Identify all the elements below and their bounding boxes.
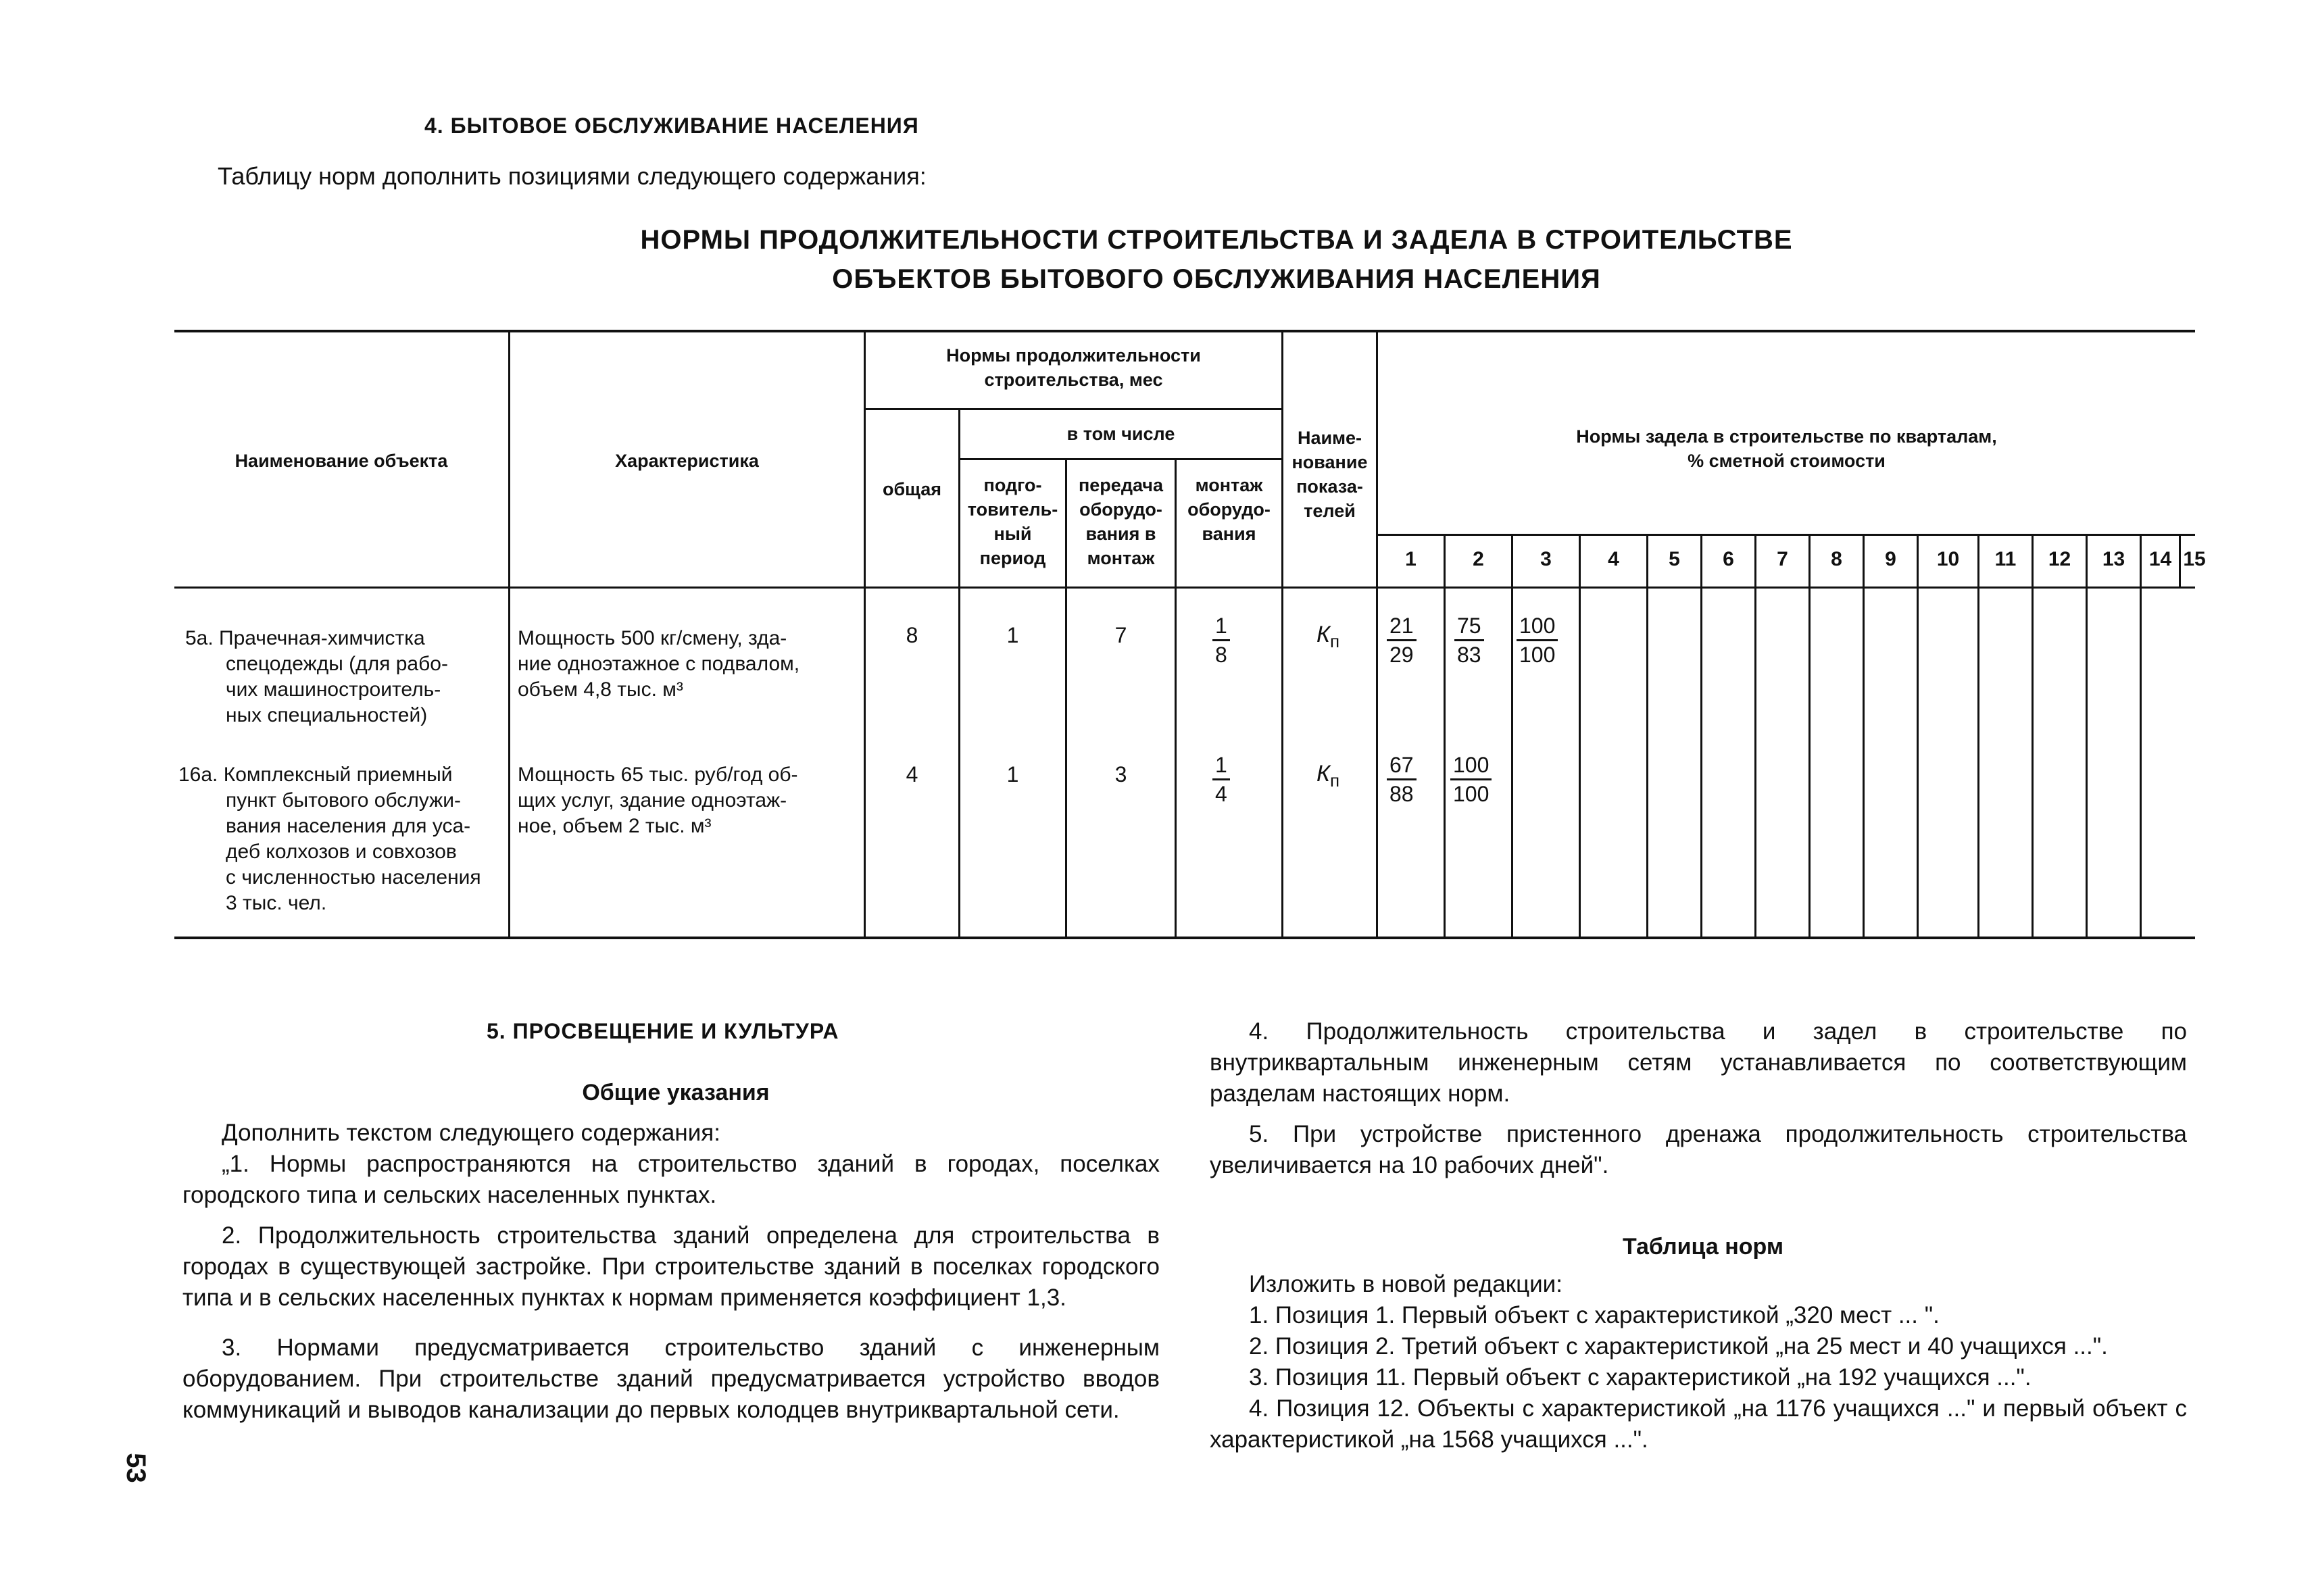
quarter-label: 6 bbox=[1723, 548, 1734, 570]
section-5-right-text bbox=[1210, 1016, 2187, 1191]
row-1-q2-num: 75 bbox=[1457, 614, 1481, 638]
redaction-lead: Изложить в новой редакции: bbox=[1249, 1271, 1562, 1297]
redaction-item-3: 3. Позиция 11. Первый объект с характеристикой „на 192 учащихся ...". bbox=[1249, 1364, 2032, 1391]
row-2-char-l1: Мощность 65 тыс. руб/год об- bbox=[518, 764, 798, 786]
table-title-line-2: ОБЪЕКТОВ БЫТОВОГО ОБСЛУЖИВАНИЯ НАСЕЛЕНИЯ bbox=[832, 264, 1601, 294]
header-prep-l3: ный bbox=[993, 524, 1032, 544]
header-object-name: Наименование объекта bbox=[235, 451, 448, 471]
header-duration-line1: Нормы продолжительности bbox=[946, 345, 1201, 366]
quarter-label: 12 bbox=[2048, 548, 2071, 570]
header-indicator-name bbox=[1283, 426, 1376, 523]
row-1-install-fraction bbox=[1215, 612, 1227, 668]
quarter-label: 5 bbox=[1669, 548, 1680, 570]
header-backlog-norms bbox=[1378, 424, 2195, 473]
redaction-item-1: 1. Позиция 1. Первый объект с характеристикой „320 мест ... ". bbox=[1249, 1302, 1940, 1328]
row-1-q3-fraction bbox=[1519, 612, 1555, 668]
row-1-install-num: 1 bbox=[1215, 614, 1227, 638]
header-transfer-l1: передача bbox=[1078, 475, 1163, 495]
row-2-name-l2: пункт бытового обслужи- bbox=[226, 789, 461, 812]
paragraph-1: „1. Нормы распространяются на строительство зданий в городах, поселках городского типа и сельских населенных пунктах. bbox=[182, 1151, 1160, 1208]
row-2-q2-fraction bbox=[1453, 751, 1489, 807]
quarter-divider bbox=[1646, 534, 1648, 938]
paragraph-2: 2. Продолжительность строительства зданий определена для строительства в городах в существующей застройке. При строительстве зданий в поселках городского типа и в сельских населенных пунктах к нормам применяется коэффициент 1,3. bbox=[182, 1222, 1160, 1311]
quarter-label: 9 bbox=[1885, 548, 1896, 570]
header-transfer-l2: оборудо- bbox=[1079, 499, 1162, 520]
general-instructions-heading: Общие указания bbox=[582, 1080, 770, 1105]
paragraph-5: 5. При устройстве пристенного дренажа продолжительность строительства увеличивается на 10 рабочих дней". bbox=[1210, 1121, 2187, 1178]
row-1-q3-num: 100 bbox=[1519, 614, 1556, 638]
section-5-title: 5. ПРОСВЕЩЕНИЕ И КУЛЬТУРА bbox=[487, 1019, 839, 1043]
row-1-q1-num: 21 bbox=[1389, 614, 1414, 638]
row-2-indicator-k: К bbox=[1316, 761, 1331, 787]
rule-under-including bbox=[958, 458, 1283, 460]
quarter-label: 3 bbox=[1540, 548, 1552, 570]
quarter-label: 13 bbox=[2102, 548, 2125, 570]
redaction-item-2: 2. Позиция 2. Третий объект с характеристикой „на 25 мест и 40 учащихся ...". bbox=[1249, 1333, 2108, 1360]
quarter-divider bbox=[1808, 534, 1811, 938]
quarter-divider bbox=[2032, 534, 2034, 938]
quarter-label: 11 bbox=[1994, 548, 2017, 570]
row-1-indicator-sub: п bbox=[1330, 630, 1340, 651]
row-1-char-l1: Мощность 500 кг/смену, зда- bbox=[518, 627, 787, 649]
row-1-indicator-k: К bbox=[1316, 622, 1331, 647]
quarter-divider bbox=[1579, 534, 1581, 938]
row-2-name-l6: 3 тыс. чел. bbox=[226, 892, 327, 914]
row-1-q3-den: 100 bbox=[1519, 643, 1556, 667]
header-backlog-l2: % сметной стоимости bbox=[1688, 451, 1886, 471]
table-row-2-name bbox=[178, 762, 503, 916]
header-prep-period bbox=[960, 473, 1065, 570]
header-indicator-l1: Наиме- bbox=[1297, 428, 1362, 448]
col-divider bbox=[1281, 330, 1283, 938]
row-1-char-l3: объем 4,8 тыс. м³ bbox=[518, 678, 683, 701]
quarter-label: 1 bbox=[1405, 548, 1417, 570]
header-install-l2: оборудо- bbox=[1187, 499, 1271, 520]
rule-above-quarters bbox=[1377, 534, 2195, 536]
redaction-list bbox=[1210, 1269, 2187, 1455]
quarter-label: 2 bbox=[1473, 548, 1484, 570]
header-transfer-l3: вания в bbox=[1085, 524, 1156, 544]
quarter-label: 7 bbox=[1777, 548, 1788, 570]
quarter-divider bbox=[1444, 534, 1446, 938]
header-equipment-transfer bbox=[1067, 473, 1175, 570]
row-2-transfer: 3 bbox=[1114, 762, 1127, 787]
row-1-q1-fraction bbox=[1389, 612, 1414, 668]
header-prep-l1: подго- bbox=[983, 475, 1042, 495]
row-2-name-l3: вания населения для уса- bbox=[226, 815, 471, 837]
quarter-divider bbox=[1511, 534, 1513, 938]
quarter-divider bbox=[2086, 534, 2088, 938]
header-backlog-l1: Нормы задела в строительстве по кварталам, bbox=[1576, 426, 1997, 447]
header-characteristic: Характеристика bbox=[615, 451, 759, 471]
quarter-divider bbox=[1863, 534, 1865, 938]
quarter-label: 4 bbox=[1608, 548, 1619, 570]
table-row-1-characteristic bbox=[518, 626, 862, 703]
row-2-prep: 1 bbox=[1006, 762, 1019, 787]
row-2-install-num: 1 bbox=[1215, 753, 1227, 777]
header-total: общая bbox=[882, 479, 942, 499]
norms-table bbox=[174, 330, 2206, 939]
row-1-char-l2: ние одноэтажное с подвалом, bbox=[518, 653, 800, 675]
row-2-q1-den: 88 bbox=[1389, 782, 1414, 806]
header-prep-l2: товитель- bbox=[967, 499, 1058, 520]
header-transfer-l4: монтаж bbox=[1087, 548, 1155, 568]
row-1-name-l2: спецодежды (для рабо- bbox=[226, 653, 448, 675]
row-1-q2-den: 83 bbox=[1457, 643, 1481, 667]
header-duration-norms bbox=[866, 343, 1281, 392]
header-including: в том числе bbox=[1066, 424, 1175, 444]
row-2-name-l4: деб колхозов и совхозов bbox=[226, 841, 457, 863]
section-4-intro: Таблицу норм дополнить позициями следующего содержания: bbox=[218, 162, 927, 190]
section-4-title: 4. БЫТОВОЕ ОБСЛУЖИВАНИЕ НАСЕЛЕНИЯ bbox=[424, 114, 919, 138]
paragraph-4: 4. Продолжительность строительства и задел в строительстве по внутриквартальным инженерным сетям устанавливается по соответствующим разделам настоящих норм. bbox=[1210, 1018, 2187, 1107]
quarter-label: 8 bbox=[1831, 548, 1842, 570]
row-2-install-fraction bbox=[1215, 751, 1227, 807]
norms-table-heading: Таблица норм bbox=[1623, 1234, 1783, 1260]
header-equipment-install bbox=[1177, 473, 1281, 546]
row-2-char-l3: ное, объем 2 тыс. м³ bbox=[518, 815, 712, 837]
header-duration-line2: строительства, мес bbox=[984, 370, 1163, 390]
quarter-label: 15 bbox=[2183, 548, 2206, 570]
row-2-install-den: 4 bbox=[1215, 782, 1227, 806]
table-title-line-1: НОРМЫ ПРОДОЛЖИТЕЛЬНОСТИ СТРОИТЕЛЬСТВА И ЗАДЕЛА В СТРОИТЕЛЬСТВЕ bbox=[640, 225, 1793, 255]
row-1-total: 8 bbox=[906, 623, 918, 647]
header-indicator-l2: нование bbox=[1291, 452, 1368, 472]
quarter-divider bbox=[1700, 534, 1702, 938]
row-2-total: 4 bbox=[906, 762, 918, 787]
table-row-2-characteristic bbox=[518, 762, 862, 839]
col-divider bbox=[508, 330, 510, 938]
paragraph-3: 3. Нормами предусматривается строительство зданий с инженерным оборудованием. При строительстве зданий предусматривается устройство вводов коммуникаций и выводов канализации до первых колодцев внутриквартальной сети. bbox=[182, 1335, 1160, 1423]
row-1-q2-fraction bbox=[1457, 612, 1481, 668]
row-2-indicator-sub: п bbox=[1330, 770, 1340, 791]
row-2-q1-fraction bbox=[1389, 751, 1414, 807]
row-1-name-l4: ных специальностей) bbox=[226, 704, 428, 726]
row-2-name-l5: с численностью населения bbox=[226, 866, 481, 889]
rule-under-duration bbox=[864, 408, 1283, 410]
header-install-l3: вания bbox=[1202, 524, 1256, 544]
header-install-l1: монтаж bbox=[1195, 475, 1263, 495]
header-prep-l4: период bbox=[979, 548, 1046, 568]
quarter-label: 14 bbox=[2148, 548, 2172, 570]
row-2-char-l2: щих услуг, здание одноэтаж- bbox=[518, 789, 787, 812]
row-2-indicator bbox=[1316, 761, 1339, 791]
quarter-divider bbox=[1754, 534, 1756, 938]
header-indicator-l4: телей bbox=[1304, 501, 1356, 521]
row-1-name-l1: 5а. Прачечная-химчистка bbox=[185, 627, 425, 649]
page-number: 53 bbox=[120, 1453, 151, 1483]
row-1-install-den: 8 bbox=[1215, 643, 1227, 667]
row-2-q2-den: 100 bbox=[1453, 782, 1490, 806]
section-5-left-text bbox=[182, 1118, 1160, 1435]
quarter-divider bbox=[1917, 534, 1919, 938]
table-title bbox=[405, 220, 2027, 299]
table-top-rule bbox=[174, 330, 2195, 332]
redaction-item-4: 4. Позиция 12. Объекты с характеристикой „на 1176 учащихся ..." и первый объект с характеристикой „на 1568 учащихся ...". bbox=[1210, 1395, 2187, 1453]
quarter-divider bbox=[1977, 534, 1979, 938]
row-1-name-l3: чих машиностроитель- bbox=[226, 678, 441, 701]
row-2-q2-num: 100 bbox=[1453, 753, 1490, 777]
row-2-name-l1: 16а. Комплексный приемный bbox=[178, 764, 453, 786]
table-bottom-rule bbox=[174, 937, 2195, 939]
row-2-q1-num: 67 bbox=[1389, 753, 1414, 777]
row-1-prep: 1 bbox=[1006, 623, 1019, 647]
row-1-indicator bbox=[1316, 622, 1339, 652]
quarter-divider bbox=[2140, 534, 2142, 938]
row-1-q1-den: 29 bbox=[1389, 643, 1414, 667]
row-1-transfer: 7 bbox=[1114, 623, 1127, 647]
lead-paragraph: Дополнить текстом следующего содержания: bbox=[222, 1120, 720, 1146]
table-header-rule bbox=[174, 587, 2195, 589]
table-row-1-name bbox=[185, 626, 503, 728]
col-divider bbox=[1376, 330, 1378, 938]
quarter-label: 10 bbox=[1936, 548, 1960, 570]
header-indicator-l3: показа- bbox=[1296, 476, 1363, 497]
